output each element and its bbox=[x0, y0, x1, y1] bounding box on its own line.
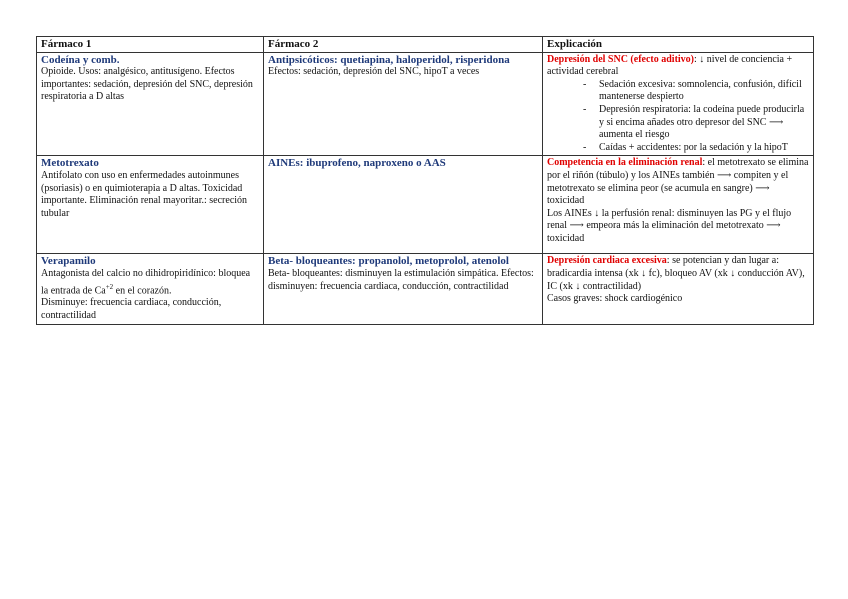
explanation-cell bbox=[543, 52, 814, 156]
drug1-name: Metotrexato bbox=[41, 157, 99, 170]
drug1-cell bbox=[37, 156, 264, 254]
drug2-name: Antipsicóticos: quetiapina, haloperidol, risperidona bbox=[268, 53, 510, 66]
table-row bbox=[37, 52, 814, 156]
explanation-cell bbox=[543, 254, 814, 324]
explanation-intro bbox=[547, 157, 809, 207]
header-farmaco-2: Fármaco 2 bbox=[264, 37, 543, 53]
explanation-bullet-list bbox=[547, 79, 809, 155]
table-header-row bbox=[37, 37, 814, 53]
drug1-description-b: en el corazón. bbox=[113, 284, 172, 296]
explanation-cell bbox=[543, 156, 814, 254]
drug1-cell bbox=[37, 254, 264, 324]
interaction-highlight: Depresión del SNC (efecto aditivo) bbox=[547, 53, 695, 65]
drug1-description: Antifolato con uso en enfermedades autoinmunes (psoriasis) o en quimioterapia a D altas. Toxicidad importante. Eliminación renal mayoritar.: secreción tubular bbox=[41, 169, 248, 219]
explanation-intro bbox=[547, 54, 809, 79]
interaction-highlight: Competencia en la eliminación renal bbox=[547, 157, 703, 169]
explanation-text: : ↓ nivel de conciencia + actividad cerebral bbox=[547, 53, 793, 78]
table-row bbox=[37, 156, 814, 254]
explanation-text: : el metotrexato se elimina por el riñón (túbulo) y los AINEs también ⟶ compiten y el metotrexato se elimina peor (se acumula en sangre) ⟶ toxicidad bbox=[547, 157, 809, 207]
table-row bbox=[37, 254, 814, 324]
drug1-description: Opioide. Usos: analgésico, antitusígeno. Efectos importantes: sedación, depresión del SNC, depresión respiratoria a D altas bbox=[41, 66, 253, 103]
list-item: - Depresión respiratoria: la codeína puede producirla y si encima añades otro depresor del SNC ⟶ aumenta el riesgo bbox=[583, 104, 809, 142]
drug1-cell bbox=[37, 52, 264, 156]
calcium-superscript: +2 bbox=[105, 282, 114, 291]
header-explicacion: Explicación bbox=[543, 37, 814, 53]
drug2-cell bbox=[264, 52, 543, 156]
drug2-cell bbox=[264, 254, 543, 324]
explanation-intro bbox=[547, 255, 809, 293]
interaction-highlight: Depresión cardiaca excesiva bbox=[547, 255, 667, 267]
explanation-text: : se potencian y dan lugar a: bradicardia intensa (xk ↓ fc), bloqueo AV (xk ↓ conducción AV), IC (xk ↓ contractilidad) bbox=[547, 255, 805, 292]
drug2-name: Beta- bloqueantes: propanolol, metoprolol, atenolol bbox=[268, 255, 509, 268]
explanation-text-2: Los AINEs ↓ la perfusión renal: disminuyen las PG y el flujo renal ⟶ empeora más la eliminación del metotrexato ⟶ toxicidad bbox=[547, 207, 792, 244]
drug1-description bbox=[41, 268, 259, 298]
drug2-description: Beta- bloqueantes: disminuyen la estimulación simpática. Efectos: disminuyen: frecuencia cardiaca, conducción, contractilidad bbox=[268, 267, 534, 292]
explanation-text-2: Casos graves: shock cardiogénico bbox=[547, 293, 683, 305]
drug-interaction-table bbox=[36, 36, 814, 325]
drug2-name: AINEs: ibuprofeno, naproxeno o AAS bbox=[268, 157, 446, 170]
drug1-name: Codeína y comb. bbox=[41, 53, 120, 66]
drug2-description: Efectos: sedación, depresión del SNC, hipoT a veces bbox=[268, 66, 480, 78]
drug1-description-a: Antagonista del calcio no dihidropiridínico: bloquea la entrada de Ca bbox=[41, 267, 251, 296]
drug1-description-2: Disminuye: frecuencia cardiaca, conducción, contractilidad bbox=[41, 297, 222, 322]
drug2-cell bbox=[264, 156, 543, 254]
drug1-name: Verapamilo bbox=[41, 255, 96, 268]
list-item: - Sedación excesiva: somnolencia, confusión, difícil mantenerse despierto bbox=[583, 79, 809, 104]
list-item: - Caídas + accidentes: por la sedación y la hipoT bbox=[583, 142, 809, 155]
header-farmaco-1: Fármaco 1 bbox=[37, 37, 264, 53]
